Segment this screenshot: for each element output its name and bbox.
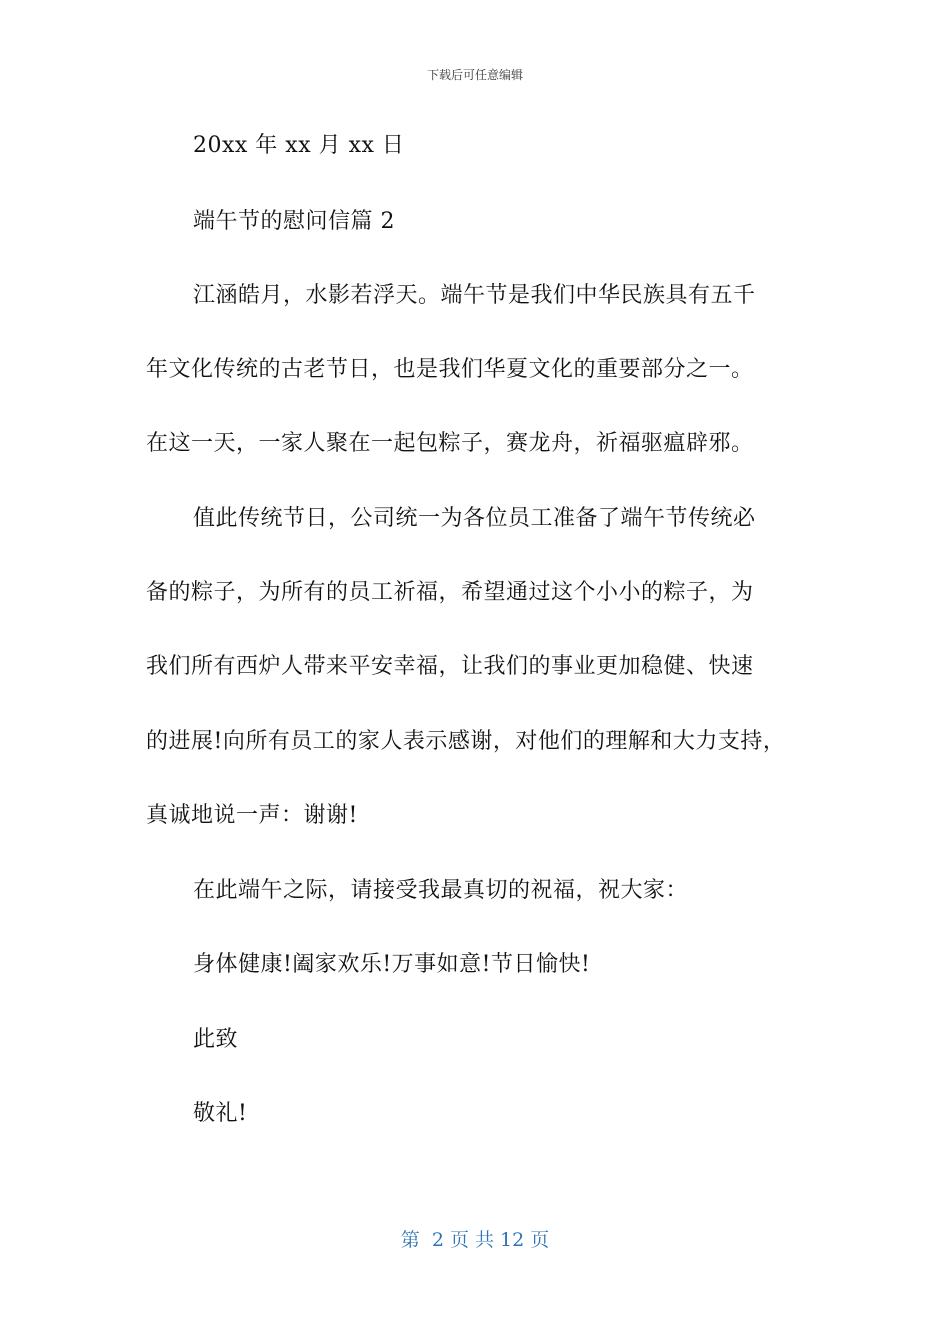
- paragraph-2-line-2: 备的粽子，为所有的员工祈福，希望通过这个小小的粽子，为: [146, 580, 754, 605]
- paragraph-4: 身体健康!阖家欢乐!万事如意!节日愉快!: [193, 952, 591, 977]
- page-number-footer: 第 2 页 共 12 页: [400, 1229, 550, 1251]
- page-header: 下载后可任意编辑: [426, 68, 523, 82]
- letter-title: 端午节的慰问信篇 2: [193, 209, 395, 234]
- paragraph-2-line-1: 值此传统节日，公司统一为各位员工准备了端午节传统必: [193, 506, 756, 531]
- paragraph-2-line-4: 的进展!向所有员工的家人表示感谢，对他们的理解和大力支持，: [146, 729, 786, 754]
- paragraph-1-line-1: 江涵皓月，水影若浮天。端午节是我们中华民族具有五千: [193, 283, 756, 308]
- closing-regards: 敬礼!: [193, 1101, 248, 1126]
- paragraph-3: 在此端午之际，请接受我最真切的祝福，祝大家：: [193, 878, 689, 903]
- paragraph-1-line-2: 年文化传统的古老节日，也是我们华夏文化的重要部分之一。: [146, 357, 754, 382]
- paragraph-2-line-3: 我们所有西炉人带来平安幸福，让我们的事业更加稳健、快速: [146, 654, 754, 679]
- letter-date: 20xx 年 xx 月 xx 日: [193, 133, 405, 158]
- paragraph-2-line-5: 真诚地说一声：谢谢!: [146, 803, 358, 828]
- paragraph-1-line-3: 在这一天，一家人聚在一起包粽子，赛龙舟，祈福驱瘟辟邪。: [146, 431, 754, 456]
- closing-salutation: 此致: [193, 1027, 239, 1052]
